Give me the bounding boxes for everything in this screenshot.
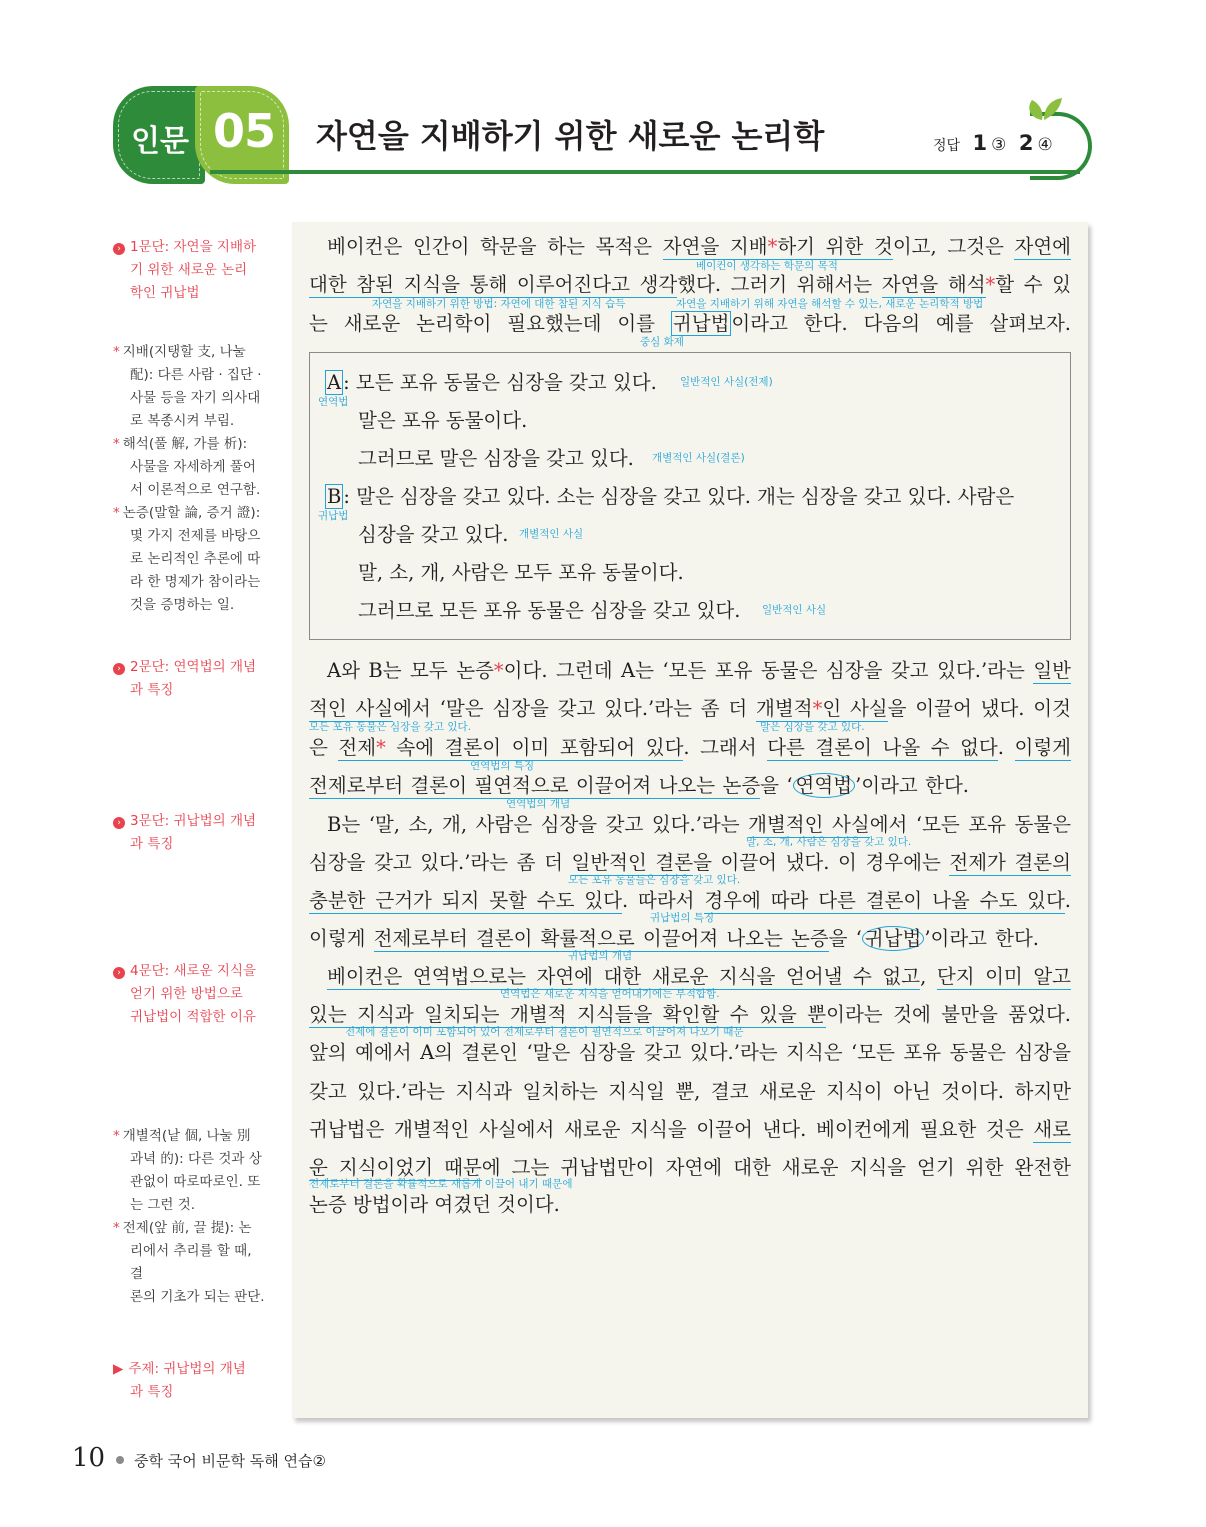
sidebar-summary-p4: [113, 960, 265, 1029]
annotation: 말은 심장을 갖고 있다.: [760, 721, 865, 733]
annotation: 연역법은 새로운 지식을 얻어내기에는 부적합함.: [500, 988, 720, 1000]
arrow-icon: ›: [113, 243, 125, 255]
asterisk-icon: *: [113, 436, 120, 452]
annotation: 모든 포유 동물들은 심장을 갖고 있다.: [568, 874, 741, 886]
annotation: 연역법의 특징: [470, 760, 535, 772]
annotation: 연역법의 개념: [506, 798, 571, 810]
bullet-icon: [116, 1456, 124, 1464]
passage-line: 충분한 근거가 되지 못할 수도 있다. 따라서 경우에 따라 다른 결론이 나올 수도 있다.: [309, 889, 1071, 912]
answer-2-choice: ④: [1037, 135, 1053, 155]
theme-line: 주제: 귀납법의 개념: [128, 1361, 246, 1377]
gloss-line: 로 논리적인 추론에 따: [130, 551, 261, 567]
passage-line: 는 새로운 논리학이 필요했는데 이를 귀납법 이라고 한다. 다음의 예를 살펴보자.: [309, 312, 1071, 335]
annotation: 귀납법의 개념: [568, 950, 633, 962]
summary-line: 얻기 위한 방법으로: [130, 986, 243, 1002]
page-number: 10: [72, 1443, 106, 1473]
section-number: 05: [213, 104, 276, 158]
annotation: 일반적인 사실(전제): [680, 376, 773, 388]
gloss-line: 지배(지탱할 支, 나눌: [122, 344, 246, 360]
gloss-line: 논증(말할 論, 증거 證):: [122, 505, 261, 521]
summary-line: 3문단: 귀납법의 개념: [130, 813, 257, 829]
gloss-line: 과녁 的): 다른 것과 상: [130, 1151, 262, 1167]
gloss-line: 서 이론적으로 연구함.: [130, 482, 261, 498]
passage-line: 앞의 예에서 A의 결론인 ‘말은 심장을 갖고 있다.’라는 지식은 ‘모든 포유 동물은 심장을: [309, 1041, 1071, 1064]
sidebar-summary-p3: [113, 810, 265, 856]
summary-line: 과 특징: [130, 836, 174, 852]
annotation: 자연을 지배하기 위한 방법: 자연에 대한 참된 지식 습득: [372, 298, 626, 310]
annotation: 연역법: [318, 396, 349, 408]
passage-line: 전제로부터 결론이 필연적으로 이끌어져 나오는 논증을 ‘ 연역법 ’이라고 한다.: [309, 774, 969, 797]
book-title: [116, 1450, 326, 1471]
arrow-icon: ›: [113, 967, 125, 979]
summary-line: 과 특징: [130, 682, 174, 698]
summary-line: 기 위한 새로운 논리: [130, 262, 248, 278]
answer-1-choice: ③: [991, 135, 1007, 155]
page-title: 자연을 지배하기 위한 새로운 논리학: [316, 117, 825, 155]
summary-line: 4문단: 새로운 지식을: [130, 963, 257, 979]
passage-line: 베이컨은 연역법으로는 자연에 대한 새로운 지식을 얻어낼 수 없고, 단지 이미 알고: [327, 965, 1072, 988]
answer-1-number: 1: [972, 131, 988, 155]
gloss-line: 관없이 따로따로인. 또: [130, 1174, 261, 1190]
asterisk-icon: *: [113, 1220, 120, 1236]
theme-line: 과 특징: [130, 1384, 174, 1400]
annotation: 모든 포유 동물은 심장을 갖고 있다.: [309, 721, 472, 733]
summary-line: 학인 귀납법: [130, 285, 200, 301]
passage-line: 은 전제* 속에 결론이 이미 포함되어 있다. 그래서 다른 결론이 나올 수 없다. 이렇게: [309, 736, 1072, 759]
answer-label: 정답: [933, 138, 961, 154]
example-b-label: B: [327, 485, 342, 508]
gloss-line: 配): 다른 사람 · 집단 ·: [130, 367, 262, 383]
passage-line: 심장을 갖고 있다.’라는 좀 더 일반적인 결론을 이끌어 냈다. 이 경우에는 전제가 결론의: [309, 851, 1071, 874]
example-line: A : 모든 포유 동물은 심장을 갖고 있다.: [327, 371, 657, 394]
passage-line: 운 지식이었기 때문에 그는 귀납법만이 자연에 대한 새로운 지식을 얻기 위한 완전한: [309, 1156, 1071, 1179]
sidebar-gloss-jibae: [113, 341, 265, 617]
annotation: 말, 소, 개, 사람은 심장을 갖고 있다.: [746, 836, 912, 848]
gloss-line: 몇 가지 전제를 바탕으: [130, 528, 261, 544]
example-a-label: A: [327, 371, 342, 394]
example-line: 그러므로 모든 포유 동물은 심장을 갖고 있다.: [358, 599, 741, 622]
gloss-line: 로 복종시켜 부림.: [130, 413, 235, 429]
passage-line: 있는 지식과 일치되는 개별적 지식들을 확인할 수 있을 뿐이라는 것에 불만을 품었다.: [309, 1003, 1071, 1026]
example-line: B : 말은 심장을 갖고 있다. 소는 심장을 갖고 있다. 개는 심장을 갖고 있다. 사람은: [327, 485, 1015, 508]
example-line: 그러므로 말은 심장을 갖고 있다.: [358, 447, 634, 470]
gloss-line: 론의 기초가 되는 판단.: [130, 1289, 265, 1305]
leaf-icon: [1022, 96, 1066, 122]
gloss-line: 라 한 명제가 참이라는: [130, 574, 261, 590]
example-line: 말은 포유 동물이다.: [358, 409, 528, 432]
asterisk-icon: *: [113, 505, 120, 521]
gloss-line: 리에서 추리를 할 때, 결: [130, 1243, 252, 1282]
passage-line: A와 B는 모두 논증*이다. 그런데 A는 ‘모든 포유 동물은 심장을 갖고 있다.’라는 일반: [327, 659, 1072, 682]
annotation: 일반적인 사실: [762, 604, 827, 616]
annotation: 귀납법의 특징: [650, 912, 715, 924]
passage-line: 베이컨은 인간이 학문을 하는 목적은 자연을 지배*하기 위한 것이고, 그것은 자연에: [327, 235, 1071, 258]
example-line: 말, 소, 개, 사람은 모두 포유 동물이다.: [358, 561, 684, 584]
annotation: 개별적인 사실: [519, 528, 584, 540]
gloss-line: 사물 등을 자기 의사대: [130, 390, 261, 406]
category-label: 인문: [131, 124, 189, 159]
triangle-icon: ▶: [113, 1361, 124, 1377]
sidebar-theme: [113, 1358, 265, 1404]
passage-line: B는 ‘말, 소, 개, 사람은 심장을 갖고 있다.’라는 개별적인 사실에서 ‘모든 포유 동물은: [327, 813, 1071, 836]
passage-line: 논증 방법이라 여겼던 것이다.: [309, 1193, 560, 1216]
passage-line: 적인 사실에서 ‘말은 심장을 갖고 있다.’라는 좀 더 개별적*인 사실을 이끌어 냈다. 이것: [309, 697, 1071, 720]
sidebar-gloss-gaebyeol: [113, 1125, 265, 1309]
passage-line: 갖고 있다.’라는 지식과 일치하는 지식일 뿐, 결코 새로운 지식이 아닌 것이다. 하지만: [309, 1080, 1071, 1103]
asterisk-icon: *: [113, 344, 120, 360]
header-rule: [210, 170, 1080, 174]
answer-2-number: 2: [1018, 131, 1034, 155]
arrow-icon: ›: [113, 663, 125, 675]
annotation: 중심 화제: [640, 336, 684, 348]
sidebar-summary-p2: [113, 656, 265, 702]
gloss-line: 것을 증명하는 일.: [130, 597, 235, 613]
annotation: 개별적인 사실(결론): [652, 452, 745, 464]
passage-line: 이렇게 전제로부터 결론이 확률적으로 이끌어져 나오는 논증을 ‘ 귀납법 ’이라고 한다.: [309, 927, 1040, 950]
example-line: 심장을 갖고 있다.: [358, 523, 509, 546]
passage-line: 귀납법은 개별적인 사실에서 새로운 지식을 이끌어 낸다. 베이컨에게 필요한 것은 새로: [309, 1118, 1071, 1141]
answer-key: [933, 131, 1053, 155]
asterisk-icon: *: [113, 1128, 120, 1144]
sidebar-summary-p1: [113, 236, 265, 305]
annotation: 전제로부터 결론을 확률적으로 새롭게 이끌어 내기 때문에: [309, 1178, 573, 1190]
arrow-icon: ›: [113, 817, 125, 829]
gloss-line: 는 그런 것.: [130, 1197, 196, 1213]
annotation: 베이컨이 생각하는 학문의 목적: [696, 260, 838, 272]
gloss-line: 개별적(낱 個, 나눌 別: [122, 1128, 251, 1144]
summary-line: 귀납법이 적합한 이유: [130, 1009, 256, 1025]
gloss-line: 해석(풀 解, 가를 析):: [122, 436, 248, 452]
summary-line: 2문단: 연역법의 개념: [130, 659, 257, 675]
book-title-text: 중학 국어 비문학 독해 연습②: [134, 1452, 326, 1470]
gloss-line: 전제(앞 前, 끌 提): 논: [122, 1220, 252, 1236]
summary-line: 1문단: 자연을 지배하: [130, 239, 257, 255]
annotation: 전제에 결론이 이미 포함되어 있어 전제로부터 결론이 필연적으로 이끌어져 나오기 때문: [345, 1026, 744, 1038]
annotation: 자연을 지배하기 위해 자연을 해석할 수 있는, 새로운 논리학적 방법: [676, 298, 984, 310]
gloss-line: 사물을 자세하게 풀어: [130, 459, 256, 475]
passage-line: 대한 참된 지식을 통해 이루어진다고 생각했다. 그러기 위해서는 자연을 해석*할 수 있: [309, 273, 1072, 296]
annotation: 귀납법: [318, 510, 349, 522]
